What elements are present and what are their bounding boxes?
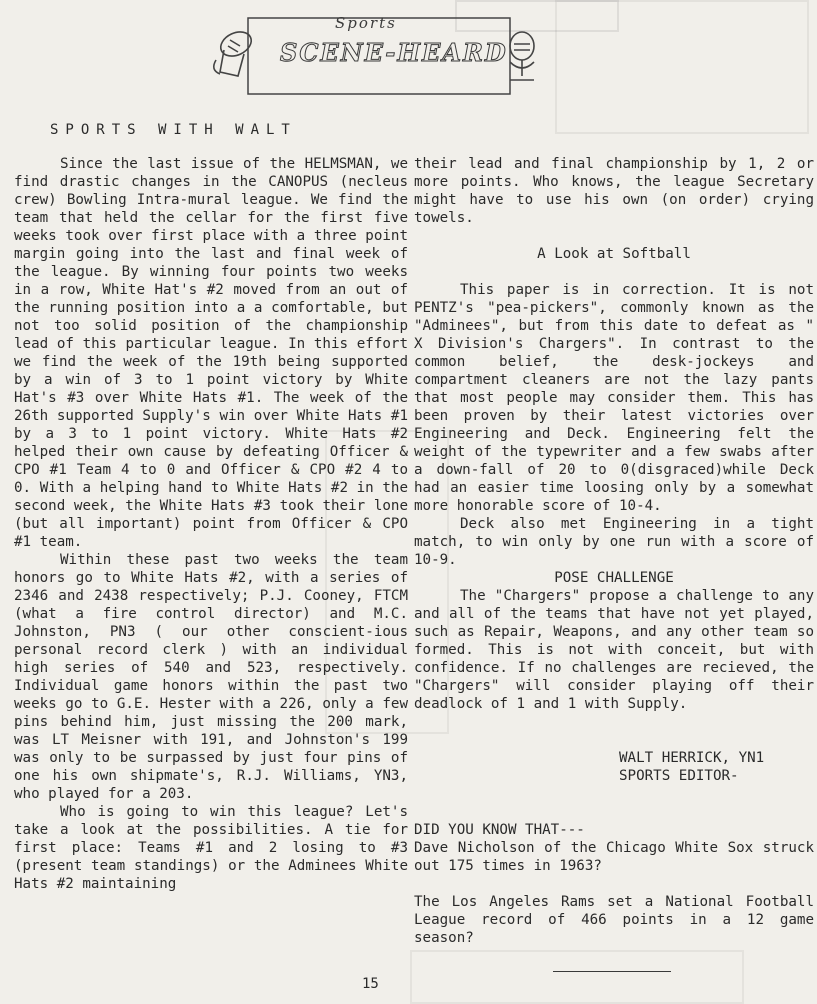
signature-name: WALT HERRICK, YN1 xyxy=(619,750,765,766)
challenge-heading: POSE CHALLENGE xyxy=(554,570,674,586)
trophy-ball-icon xyxy=(214,27,255,76)
page-number: 15 xyxy=(362,976,379,992)
did-you-know-item: Dave Nicholson of the Chicago White Sox struck out 175 times in 1963? xyxy=(414,840,814,874)
right-column xyxy=(414,155,814,947)
signature-title: SPORTS EDITOR- xyxy=(619,768,739,784)
paragraph: Deck also met Engineering in a tight match, to win only by one run with a score of 10-9. xyxy=(414,516,814,568)
bleed-through-shape xyxy=(555,0,809,134)
bleed-through-shape xyxy=(410,950,744,1004)
section-heading: SPORTS WITH WALT xyxy=(50,122,297,138)
continued-paragraph: their lead and final championship by 1, 2 or more points. Who knows, the league Secretary might have to use his own (on order) crying towels. xyxy=(414,156,814,226)
microphone-icon xyxy=(510,32,534,80)
paragraph: Since the last issue of the HELMSMAN, we find drastic changes in the CANOPUS (necleus crew) Bowling Intra-mural league. We find the team that held the cellar for the first five weeks took over first place with a three point margin going into the last and final week of the league. By winning four points two weeks in a row, White Hat's #2 moved from an out of the running position into a a comfortable, but not too solid position of the championship lead of this particular league. In this effort we find the week of the 19th being supported by a win of 3 to 1 point victory by White Hat's #3 over White Hats #1. The week of the 26th supported Supply's win over White Hats #1 by a 3 to 1 point victory. White Hats #2 helped their own cause by defeating Officer & CPO #1 Team 4 to 0 and Officer & CPO #2 4 to 0. With a helping hand to White Hats #2 in the second week, the White Hats #3 took their lone (but all important) point from Officer & CPO #1 team. xyxy=(14,156,408,550)
did-you-know-item: The Los Angeles Rams set a National Football League record of 466 points in a 12 game season? xyxy=(414,894,814,946)
paragraph: Who is going to win this league? Let's take a look at the possibilities. A tie for first place: Teams #1 and 2 losing to #3 (present team standings) or the Adminees White Hats #2 maintaining xyxy=(14,804,408,892)
banner-small-word: Sports xyxy=(335,14,397,32)
closing-rule xyxy=(553,971,671,972)
softball-heading: A Look at Softball xyxy=(537,246,691,262)
paragraph: Within these past two weeks the team honors go to White Hats #2, with a series of 2346 and 2438 respectively; P.J. Cooney, FTCM (what a fire control director) and M.C. Johnston, PN3 ( our other conscient-ious personal record clerk ) with an individual high series of 540 and 523, respectively. Individual game honors within the past two weeks go to G.E. Hester with a 226, only a few pins behind him, just missing the 200 mark, was LT Meisner with 191, and Johnston's 199 was only to be surpassed by just four pins of one his own shipmate's, R.J. Williams, YN3, who played for a 203. xyxy=(14,552,408,802)
did-you-know-heading: DID YOU KNOW THAT--- xyxy=(414,822,585,838)
paragraph: The "Chargers" propose a challenge to any and all of the teams that have not yet played, such as Repair, Weapons, and any other team so formed. This is not with conceit, but with confidence. If no challenges are recieved, the "Chargers" will consider playing off their deadlock of 1 and 1 with Supply. xyxy=(414,588,814,712)
paragraph: This paper is in correction. It is not PENTZ's "pea-pickers", commonly known as the "Adminees", but from this date to defeat as " X Division's Chargers". In contrast to the common belief, the desk-jockeys and compartment cleaners are not the lazy pants that most people may consider them. This has been proven by their latest victories over Engineering and Deck. Engineering felt the weight of the typewriter and a few swabs after a down-fall of 20 to 0(disgraced)while Deck had an easier time loosing only by a somewhat more honorable score of 10-4. xyxy=(414,282,814,514)
sports-banner xyxy=(208,14,548,100)
banner-title: SCENE-HEARD xyxy=(280,38,508,67)
left-column xyxy=(14,155,408,893)
